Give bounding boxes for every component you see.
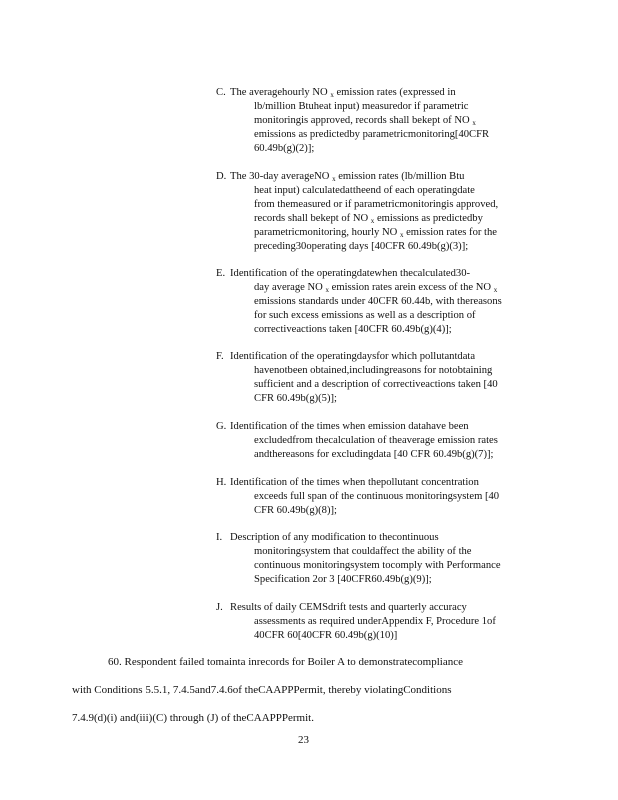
paragraph-line: with Conditions 5.5.1, 7.4.5and7.4.6of theCAAPPPermit, thereby violatingConditions bbox=[72, 684, 452, 696]
item-line: Identification of the times when emission datahave been bbox=[230, 421, 469, 432]
item-letter: F. bbox=[216, 351, 224, 362]
item-letter: G. bbox=[216, 421, 227, 432]
item-line: Identification of the times when thepollutant concentration bbox=[230, 477, 479, 488]
item-line: Specification 2or 3 [40CFR60.49b(g)(9)]; bbox=[254, 574, 432, 585]
item-line: correctiveactions taken [40CFR 60.49b(g)(4)]; bbox=[254, 324, 452, 335]
item-line: havenotbeen obtained,includingreasons for notobtaining bbox=[254, 365, 493, 376]
item-line: for such excess emissions as well as a description of bbox=[254, 310, 476, 321]
item-line: lb/million Btuheat input) measuredor if parametric bbox=[254, 101, 469, 112]
item-line: continuous monitoringsystem tocomply with Performance bbox=[254, 560, 501, 571]
item-line: The averagehourly NO $_x$ emission rates (expressed in bbox=[230, 87, 456, 99]
page-number: 23 bbox=[298, 734, 309, 746]
item-line: records shall bekept of NO $_x$ emissions as predictedby bbox=[254, 213, 483, 225]
item-line: CFR 60.49b(g)(5)]; bbox=[254, 393, 337, 404]
item-line: Description of any modification to thecontinuous bbox=[230, 532, 439, 543]
item-line: excludedfrom thecalculation of theaverage emission rates bbox=[254, 435, 498, 446]
paragraph-line: 60. Respondent failed tomainta inrecords for Boiler A to demonstratecompliance bbox=[108, 656, 463, 668]
item-line: sufficient and a description of correctiveactions taken [40 bbox=[254, 379, 498, 390]
item-line: andthereasons for excludingdata [40 CFR 60.49b(g)(7)]; bbox=[254, 449, 494, 460]
item-line: emissions standards under 40CFR 60.44b, with thereasons bbox=[254, 296, 502, 307]
item-line: assessments as required underAppendix F, Procedure 1of bbox=[254, 616, 496, 627]
item-line: from themeasured or if parametricmonitoringis approved, bbox=[254, 199, 499, 210]
item-line: preceding30operating days [40CFR 60.49b(g)(3)]; bbox=[254, 241, 469, 252]
item-line: heat input) calculatedattheend of each operatingdate bbox=[254, 185, 475, 196]
item-line: Results of daily CEMSdrift tests and quarterly accuracy bbox=[230, 602, 467, 613]
item-line: The 30-day averageNO $_x$ emission rates (lb/million Btu bbox=[230, 171, 465, 183]
item-line: monitoringsystem that couldaffect the ability of the bbox=[254, 546, 472, 557]
item-letter: H. bbox=[216, 477, 227, 488]
item-line: day average NO $_x$ emission rates arein excess of the NO $_x$ bbox=[254, 282, 498, 294]
item-line: 40CFR 60[40CFR 60.49b(g)(10)] bbox=[254, 630, 398, 641]
item-letter: I. bbox=[216, 532, 223, 543]
item-line: Identification of the operatingdaysfor which pollutantdata bbox=[230, 351, 476, 362]
item-line: emissions as predictedby parametricmonitoring[40CFR bbox=[254, 129, 490, 140]
item-letter: E. bbox=[216, 268, 226, 279]
item-line: monitoringis approved, records shall bekept of NO $_x$ bbox=[254, 115, 476, 127]
item-letter: C. bbox=[216, 87, 226, 98]
item-line: parametricmonitoring, hourly NO $_x$ emission rates for the bbox=[254, 227, 497, 239]
item-line: 60.49b(g)(2)]; bbox=[254, 143, 315, 154]
paragraph-line: 7.4.9(d)(i) and(iii)(C) through (J) of theCAAPPPermit. bbox=[72, 712, 314, 724]
item-line: exceeds full span of the continuous monitoringsystem [40 bbox=[254, 491, 500, 502]
item-letter: J. bbox=[216, 602, 223, 613]
item-line: CFR 60.49b(g)(8)]; bbox=[254, 505, 337, 516]
item-letter: D. bbox=[216, 171, 227, 182]
item-line: Identification of the operatingdatewhen thecalculated30- bbox=[230, 268, 471, 279]
